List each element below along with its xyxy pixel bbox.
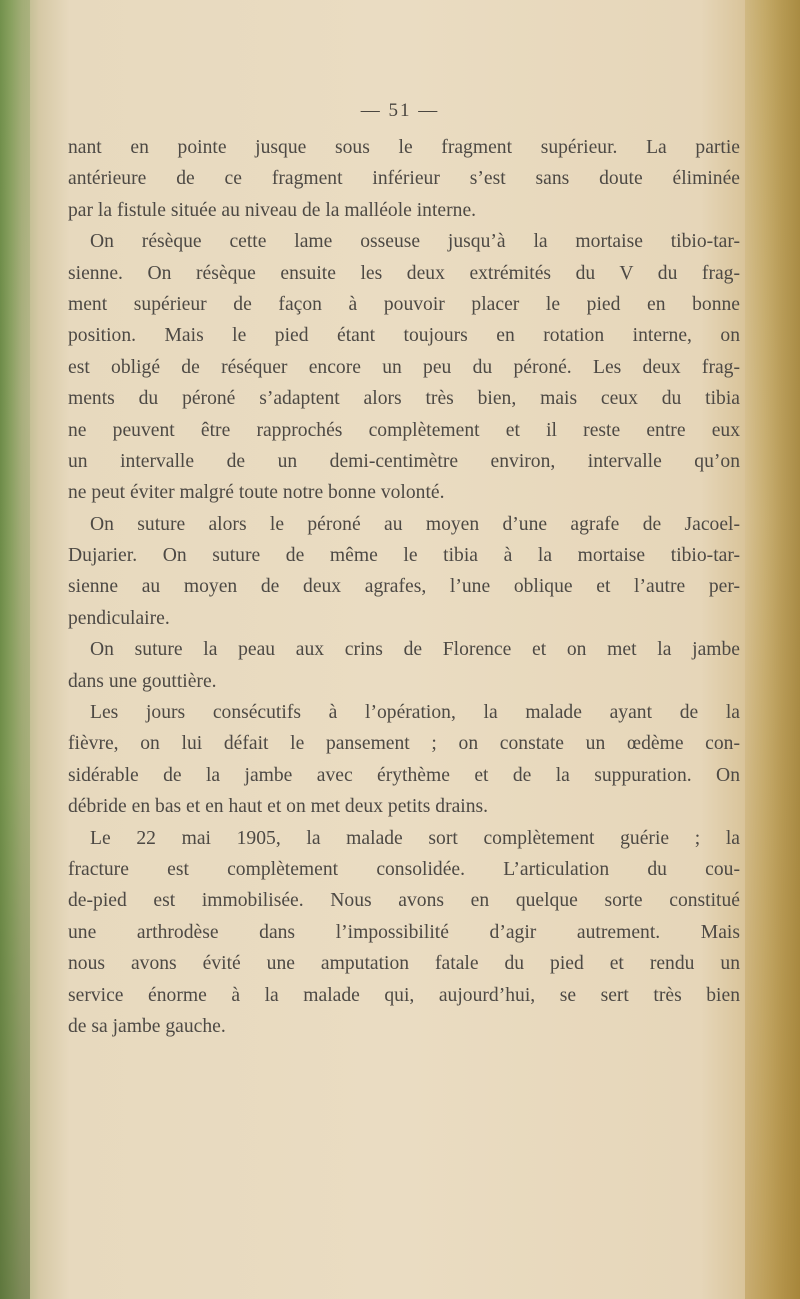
- page-number: — 51 —: [360, 100, 440, 121]
- text-line: fièvre, on lui défait le pansement ; on constate un œdème con-: [68, 733, 740, 755]
- text-line: par la fistule située au niveau de la malléole interne.: [68, 199, 477, 221]
- text-line: Dujarier. On suture de même le tibia à la mortaise tibio-tar-: [68, 545, 740, 567]
- text-line: dans une gouttière.: [68, 670, 217, 692]
- text-line: un intervalle de un demi-centimètre environ, intervalle qu’on: [68, 450, 740, 472]
- text-line: sienne. On résèque ensuite les deux extrémités du V du frag-: [68, 262, 740, 284]
- body-text: [68, 132, 740, 1042]
- text-line: Le 22 mai 1905, la malade sort complètement guérie ; la: [90, 827, 740, 849]
- text-line: est obligé de réséquer encore un peu du péroné. Les deux frag-: [68, 356, 740, 378]
- text-line: nous avons évité une amputation fatale du pied et rendu un: [68, 953, 740, 975]
- text-line: pendiculaire.: [68, 607, 170, 629]
- text-line: ne peut éviter malgré toute notre bonne volonté.: [68, 482, 445, 504]
- text-line: service énorme à la malade qui, aujourd’hui, se sert très bien: [68, 984, 740, 1006]
- text-line: antérieure de ce fragment inférieur s’est sans doute éliminée: [68, 168, 740, 190]
- text-line: ments du péroné s’adaptent alors très bien, mais ceux du tibia: [68, 388, 740, 410]
- text-line: ment supérieur de façon à pouvoir placer le pied en bonne: [68, 293, 740, 315]
- text-line: de-pied est immobilisée. Nous avons en quelque sorte constitué: [68, 890, 740, 912]
- text-line: On suture alors le péroné au moyen d’une agrafe de Jacoel-: [90, 513, 740, 535]
- text-line: une arthrodèse dans l’impossibilité d’agir autrement. Mais: [68, 921, 740, 943]
- text-line: On résèque cette lame osseuse jusqu’à la mortaise tibio-tar-: [90, 231, 740, 253]
- text-line: fracture est complètement consolidée. L’articulation du cou-: [68, 858, 740, 880]
- text-line: débride en bas et en haut et on met deux petits drains.: [68, 796, 489, 818]
- text-line: sienne au moyen de deux agrafes, l’une oblique et l’autre per-: [68, 576, 740, 598]
- text-line: sidérable de la jambe avec érythème et de la suppuration. On: [68, 764, 740, 786]
- text-line: de sa jambe gauche.: [68, 1015, 226, 1037]
- text-line: On suture la peau aux crins de Florence et on met la jambe: [90, 639, 740, 661]
- text-line: ne peuvent être rapprochés complètement et il reste entre eux: [68, 419, 740, 441]
- text-line: position. Mais le pied étant toujours en rotation interne, on: [68, 325, 740, 347]
- text-line: nant en pointe jusque sous le fragment supérieur. La partie: [68, 137, 740, 158]
- text-line: Les jours consécutifs à l’opération, la malade ayant de la: [90, 702, 740, 724]
